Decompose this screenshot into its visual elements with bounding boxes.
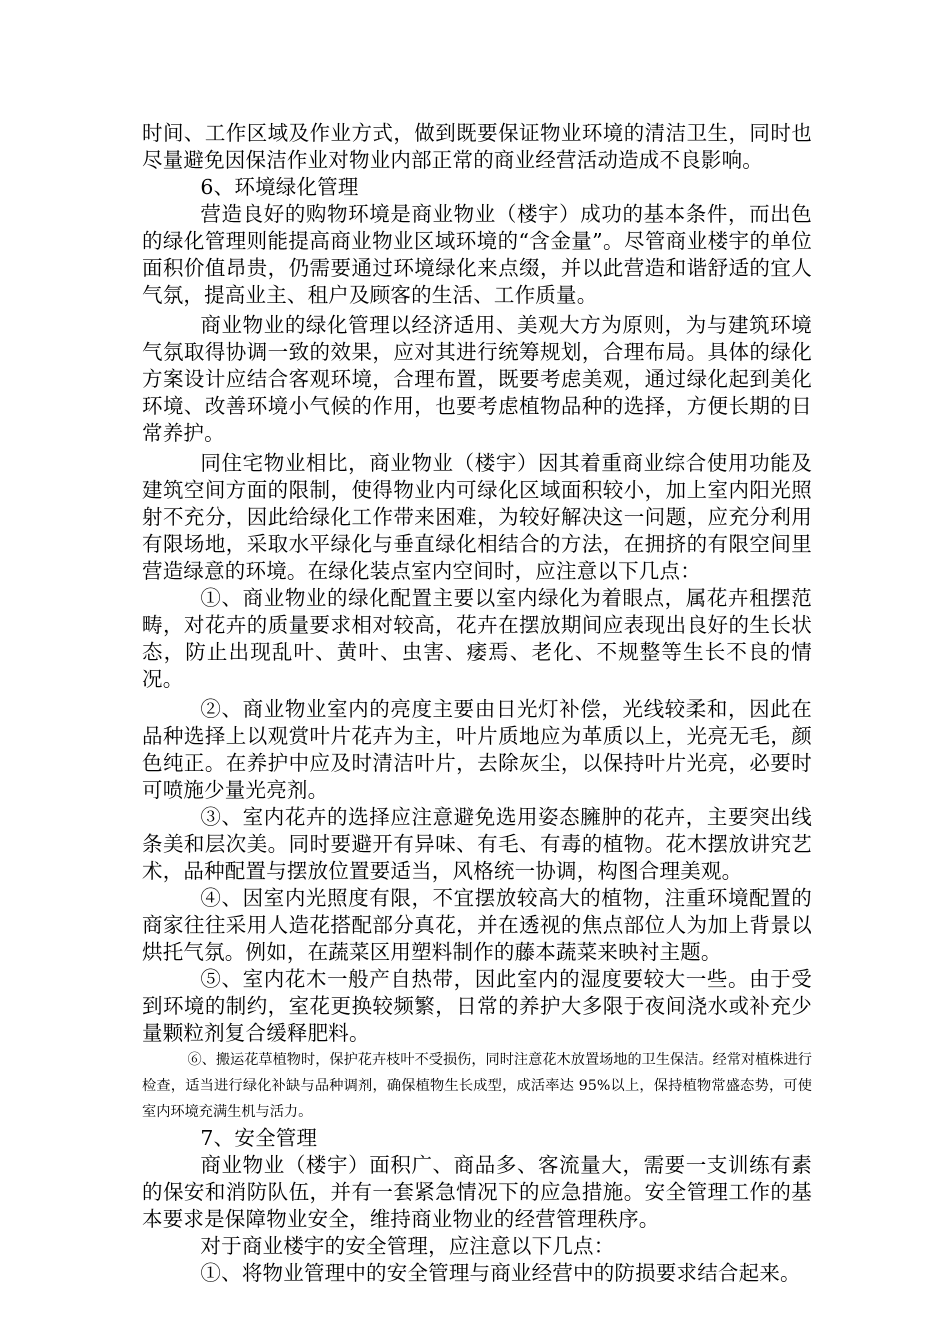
paragraph-greening-intro: 营造良好的购物环境是商业物业（楼宇）成功的基本条件，而出色的绿化管理则能提高商业物业区域环境的“含金量”。尽管商业楼宇的单位面积价值昂贵，仍需要通过环境绿化来点缀，并以此营造和谐舒适的宜人气氛，提高业主、租户及顾客的生活、工作质量。 bbox=[142, 202, 812, 307]
list-item-greening-6: ⑥、搬运花草植物时，保护花卉枝叶不受损伤，同时注意花木放置场地的卫生保洁。经常对植株进行检查，适当进行绿化补缺与品种调剂，确保植物生长成型，成活率达 95%以上，保持植物常盛态势，可使室内环境充满生机与活力。 bbox=[142, 1052, 812, 1120]
list-item-greening-2: ②、商业物业室内的亮度主要由日光灯补偿，光线较柔和，因此在品种选择上以观赏叶片花卉为主，叶片质地应为革质以上，光亮无毛，颜色纯正。在养护中应及时清洁叶片，去除灰尘，以保持叶片光亮，必要时可喷施少量光亮剂。 bbox=[142, 697, 812, 802]
list-item-greening-4: ④、因室内光照度有限，不宜摆放较高大的植物，注重环境配置的商家往往采用人造花搭配部分真花，并在透视的焦点部位人为加上背景以烘托气氛。例如，在蔬菜区用塑料制作的藤本蔬菜来映衬主题。 bbox=[142, 886, 812, 964]
section-heading-greening: 6、环境绿化管理 bbox=[200, 175, 359, 199]
paragraph-safety-intro: 商业物业（楼宇）面积广、商品多、客流量大，需要一支训练有素的保安和消防队伍，并有一套紧急情况下的应急措施。安全管理工作的基本要求是保障物业安全，维持商业物业的经营管理秩序。 bbox=[142, 1153, 812, 1231]
list-item-greening-5: ⑤、室内花木一般产自热带，因此室内的湿度要较大一些。由于受到环境的制约，室花更换较频繁，日常的养护大多限于夜间浇水或补充少量颗粒剂复合缓释肥料。 bbox=[142, 967, 812, 1045]
paragraph-greening-principle: 商业物业的绿化管理以经济适用、美观大方为原则，为与建筑环境气氛取得协调一致的效果，应对其进行统筹规划，合理布局。具体的绿化方案设计应结合客观环境，合理布置，既要考虑美观，通过绿化起到美化环境、改善环境小气候的作用，也要考虑植物品种的选择，方便长期的日常养护。 bbox=[142, 313, 812, 445]
paragraph-continuation: 时间、工作区域及作业方式，做到既要保证物业环境的清洁卫生，同时也尽量避免因保洁作业对物业内部正常的商业经营活动造成不良影响。 bbox=[142, 121, 812, 172]
paragraph-greening-comparison: 同住宅物业相比，商业物业（楼宇）因其着重商业综合使用功能及建筑空间方面的限制，使得物业内可绿化区域面积较小，加上室内阳光照射不充分，因此给绿化工作带来困难，为较好解决这一问题，应充分利用有限场地，采取水平绿化与垂直绿化相结合的方法，在拥挤的有限空间里营造绿意的环境。在绿化装点室内空间时，应注意以下几点： bbox=[142, 451, 812, 583]
list-item-greening-1: ①、商业物业的绿化配置主要以室内绿化为着眼点，属花卉租摆范畴，对花卉的质量要求相对较高，花卉在摆放期间应表现出良好的生长状态，防止出现乱叶、黄叶、虫害、痿焉、老化、不规整等生长不良的情况。 bbox=[142, 586, 812, 691]
list-item-safety-1: ①、将物业管理中的安全管理与商业经营中的防损要求结合起来。 bbox=[200, 1261, 801, 1285]
list-item-greening-3: ③、室内花卉的选择应注意避免选用姿态臃肿的花卉，主要突出线条美和层次美。同时要避开有异味、有毛、有毒的植物。花木摆放讲究艺术，品种配置与摆放位置要适当，风格统一协调，构图合理美观。 bbox=[142, 805, 812, 883]
paragraph-safety-points: 对于商业楼宇的安全管理，应注意以下几点： bbox=[200, 1234, 615, 1258]
section-heading-safety: 7、安全管理 bbox=[200, 1126, 318, 1150]
